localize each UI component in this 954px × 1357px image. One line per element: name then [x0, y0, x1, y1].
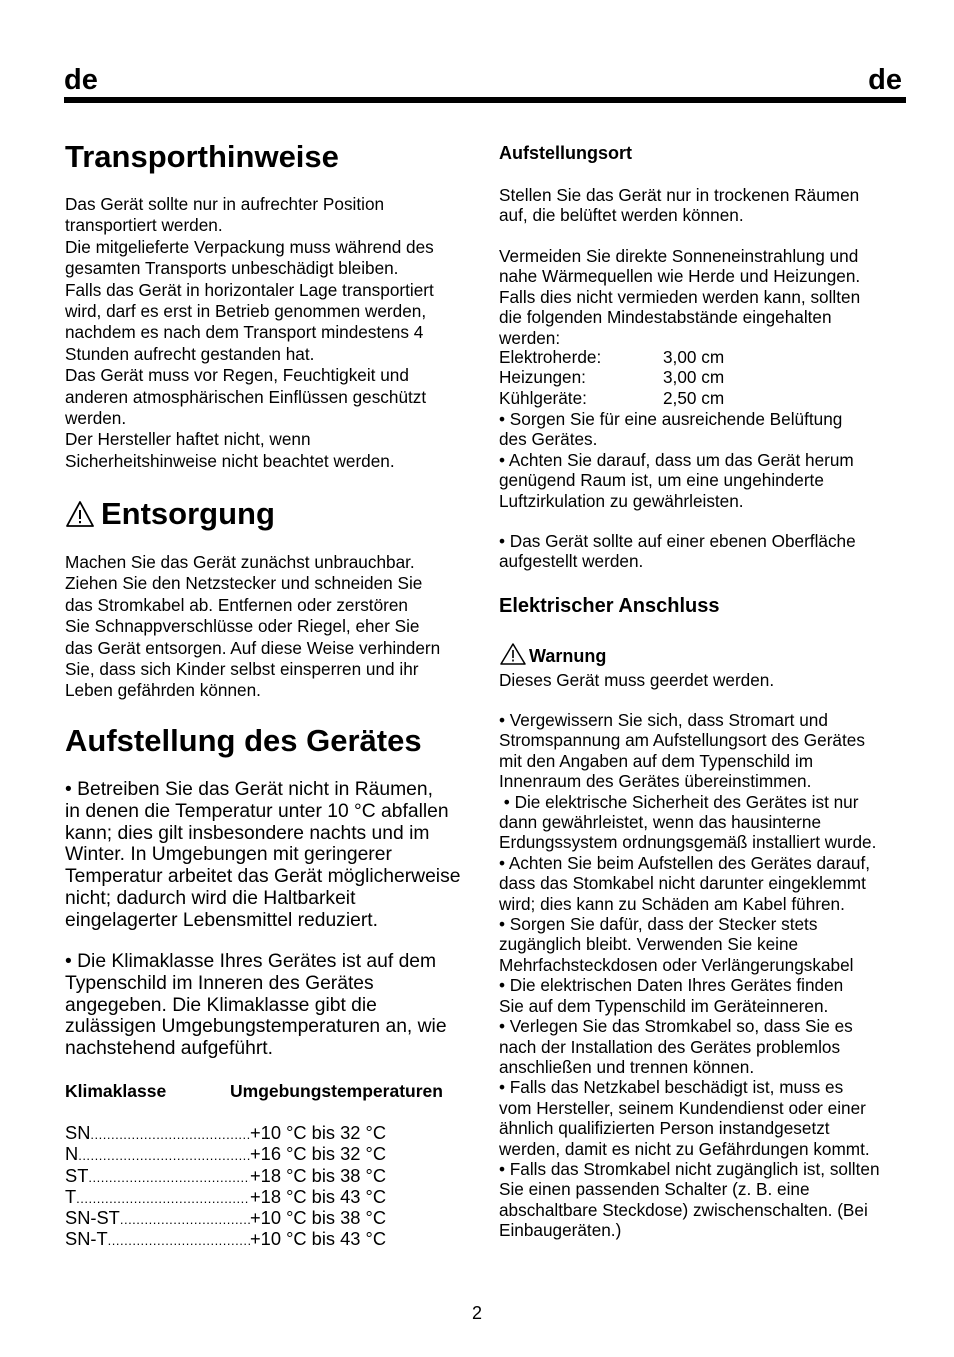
installation-para-2: [65, 951, 447, 1060]
warning-label: Warnung: [529, 646, 607, 666]
text-line: wird; dies kann zu Schäden am Kabel führen.: [499, 893, 845, 914]
distance-label: Kühlgeräte:: [499, 387, 587, 408]
text-line: werden.: [65, 408, 127, 429]
text-line: • Die Klimaklasse Ihres Gerätes ist auf dem: [65, 951, 437, 972]
dot-leader: [120, 1209, 250, 1230]
text-line: • Achten Sie darauf, dass um das Gerät herum: [499, 449, 854, 470]
disposal-title: Entsorgung: [101, 496, 275, 531]
text-line: anschließen und trennen können.: [499, 1056, 755, 1077]
transport-text: [65, 194, 434, 472]
climate-row: [65, 1207, 395, 1228]
text-line: nicht; dadurch wird die Haltbarkeit: [65, 887, 356, 909]
temperature-range: +10 °C bis 43 °C: [250, 1228, 387, 1250]
installation-title: Aufstellung des Gerätes: [65, 723, 422, 758]
text-line: auf, die belüftet werden können.: [499, 205, 744, 226]
text-line: wird, darf es erst in Betrieb genommen werden,: [65, 301, 427, 322]
dot-leader: [78, 1145, 250, 1166]
location-para-1: [499, 185, 859, 226]
minimum-distances: [499, 347, 724, 408]
temperature-range: +18 °C bis 43 °C: [250, 1185, 387, 1207]
text-line: Sie einen passenden Schalter (z. B. eine: [499, 1179, 810, 1200]
distance-row: [499, 347, 724, 367]
text-line: Sie auf dem Typenschild im Geräteinneren.: [499, 995, 829, 1016]
climate-class: SN: [65, 1122, 91, 1143]
text-line: die folgenden Mindestabstände eingehalten: [499, 307, 832, 328]
text-line: kann; dies gilt insbesondere nachts und im: [65, 822, 430, 844]
text-line: Sie Schnappverschlüsse oder Riegel, eher Sie: [65, 616, 420, 637]
text-line: • Achten Sie beim Aufstellen des Gerätes darauf,: [499, 852, 870, 873]
climate-row: [65, 1143, 395, 1164]
text-line: • Die elektrische Sicherheit des Gerätes ist nur: [499, 791, 859, 812]
text-line: Falls dies nicht vermieden werden kann, sollten: [499, 286, 861, 307]
disposal-text: [65, 552, 440, 702]
climate-row: [65, 1122, 395, 1143]
location-para-4: [499, 531, 856, 572]
text-line: zugänglich bleibt. Verwenden Sie keine: [499, 934, 799, 955]
text-line: Einbaugeräten.): [499, 1220, 622, 1241]
text-line: nach der Installation des Gerätes problemlos: [499, 1036, 841, 1057]
warning-text: Dieses Gerät muss geerdet werden.: [499, 670, 775, 690]
text-line: nahe Wärmequellen wie Herde und Heizungen.: [499, 266, 861, 287]
climate-row: [65, 1186, 395, 1207]
text-line: Stunden aufrecht gestanden hat.: [65, 343, 315, 364]
text-line: Temperatur arbeitet das Gerät möglicherweise: [65, 866, 461, 888]
text-line: ähnlich qualifizierten Person instandgesetzt: [499, 1118, 830, 1139]
dot-leader: [76, 1188, 250, 1209]
header-language-right: de: [868, 64, 902, 96]
warning-triangle-icon: [65, 500, 95, 528]
text-line: das Stromkabel ab. Entfernen oder zerstören: [65, 594, 408, 615]
text-line: transportiert werden.: [65, 215, 223, 236]
text-line: nachdem es nach dem Transport mindestens 4: [65, 322, 424, 343]
text-line: Luftzirkulation zu gewährleisten.: [499, 490, 744, 511]
text-line: werden:: [499, 327, 561, 348]
text-line: nachstehend aufgeführt.: [65, 1038, 273, 1060]
text-line: • Die elektrischen Daten Ihres Gerätes finden: [499, 975, 844, 996]
dot-leader: [90, 1124, 250, 1145]
text-line: dass das Stomkabel nicht darunter eingeklemmt: [499, 873, 866, 894]
text-line: • Falls das Stromkabel nicht zugänglich ist, sollten: [499, 1158, 880, 1179]
text-line: genügend Raum ist, um eine ungehinderte: [499, 470, 824, 491]
distance-label: Heizungen:: [499, 367, 586, 388]
text-line: Das Gerät sollte nur in aufrechter Position: [65, 194, 385, 214]
text-line: • Falls das Netzkabel beschädigt ist, muss es: [499, 1077, 844, 1098]
distance-value: 3,00 cm: [663, 347, 725, 367]
header-language-left: de: [64, 64, 98, 96]
text-line: • Sorgen Sie für eine ausreichende Belüftung: [499, 409, 843, 429]
distance-label: Elektroherde:: [499, 347, 602, 367]
text-line: Stromspannung am Aufstellungsort des Gerätes: [499, 730, 865, 751]
text-line: das Gerät entsorgen. Auf diese Weise verhindern: [65, 637, 441, 658]
text-line: Vermeiden Sie direkte Sonneneinstrahlung und: [499, 246, 859, 266]
text-line: • Vergewissern Sie sich, dass Stromart und: [499, 710, 828, 730]
text-line: Innenraum des Gerätes übereinstimmen.: [499, 771, 812, 792]
text-line: des Gerätes.: [499, 429, 598, 450]
text-line: • Verlegen Sie das Stromkabel so, dass Sie es: [499, 1016, 853, 1037]
text-line: werden, damit es nicht zu Gefährdungen kommt.: [499, 1138, 870, 1159]
text-line: Stellen Sie das Gerät nur in trockenen Räumen: [499, 185, 860, 205]
disposal-heading: [65, 495, 275, 533]
text-line: Sicherheitshinweise nicht beachtet werden.: [65, 450, 395, 471]
text-line: gesamten Transports unbeschädigt bleiben.: [65, 258, 399, 279]
location-title: Aufstellungsort: [499, 143, 632, 163]
text-line: • Das Gerät sollte auf einer ebenen Oberfläche: [499, 531, 856, 551]
text-line: aufgestellt werden.: [499, 551, 644, 572]
location-para-2: [499, 246, 860, 348]
text-line: Der Hersteller haftet nicht, wenn: [65, 429, 311, 450]
climate-class: N: [65, 1143, 79, 1165]
distance-row: [499, 388, 724, 408]
text-line: eingelagerter Lebensmittel reduziert.: [65, 909, 378, 931]
text-line: Winter. In Umgebungen mit geringerer: [65, 844, 392, 866]
temperature-range: +10 °C bis 38 °C: [250, 1207, 387, 1229]
text-line: vom Hersteller, seinem Kundendienst oder einer: [499, 1097, 866, 1118]
distance-row: [499, 367, 724, 387]
text-line: Mehrfachsteckdosen oder Verlängerungskabel: [499, 954, 854, 975]
text-line: Erdungssystem ordnungsgemäß installiert wurde.: [499, 832, 877, 853]
text-line: mit den Angaben auf dem Typenschild im: [499, 750, 814, 771]
ambient-temperature-header: Umgebungstemperaturen: [230, 1081, 443, 1101]
temperature-range: +10 °C bis 32 °C: [250, 1122, 387, 1143]
text-line: Typenschild im Inneren des Gerätes: [65, 972, 374, 994]
text-line: angegeben. Die Klimaklasse gibt die: [65, 994, 377, 1016]
text-line: • Betreiben Sie das Gerät nicht in Räumen,: [65, 779, 433, 800]
text-line: Falls das Gerät in horizontaler Lage transportiert: [65, 279, 434, 300]
warning-triangle-icon: [499, 642, 529, 666]
text-line: Das Gerät muss vor Regen, Feuchtigkeit und: [65, 365, 409, 386]
climate-class-table: [65, 1122, 395, 1250]
page-number: 2: [471, 1303, 482, 1323]
text-line: Leben gefährden können.: [65, 680, 261, 701]
header-rule: [64, 97, 906, 103]
text-line: zulässigen Umgebungstemperaturen an, wie: [65, 1016, 447, 1038]
distance-value: 3,00 cm: [663, 367, 725, 388]
temperature-range: +16 °C bis 32 °C: [250, 1143, 387, 1165]
distance-value: 2,50 cm: [663, 387, 725, 408]
electrical-bullets: [499, 710, 880, 1241]
text-line: in denen die Temperatur unter 10 °C abfallen: [65, 800, 449, 822]
climate-class: SN-T: [65, 1228, 108, 1250]
text-line: • Sorgen Sie dafür, dass der Stecker stets: [499, 914, 818, 935]
text-line: Sie, dass sich Kinder selbst einsperren und ihr: [65, 659, 419, 680]
dot-leader: [108, 1230, 250, 1251]
text-line: Ziehen Sie den Netzstecker und schneiden Sie: [65, 573, 423, 594]
text-line: abschaltbare Steckdose) zwischenschalten. (Bei: [499, 1199, 868, 1220]
climate-class: ST: [65, 1164, 89, 1186]
climate-class: SN-ST: [65, 1207, 120, 1229]
text-line: anderen atmosphärischen Einflüssen geschützt: [65, 386, 427, 407]
location-para-3: [499, 409, 854, 511]
climate-row: [65, 1165, 395, 1186]
transport-title: Transporthinweise: [65, 139, 339, 174]
temperature-range: +18 °C bis 38 °C: [250, 1164, 387, 1186]
electrical-title: Elektrischer Anschluss: [499, 595, 720, 617]
warning-heading: [499, 645, 606, 667]
dot-leader: [88, 1167, 250, 1188]
text-line: Machen Sie das Gerät zunächst unbrauchbar.: [65, 552, 415, 572]
text-line: dann gewährleistet, wenn das hausinterne: [499, 812, 822, 833]
climate-row: [65, 1228, 395, 1249]
climate-class-header: Klimaklasse: [65, 1081, 167, 1101]
text-line: Die mitgelieferte Verpackung muss während des: [65, 236, 434, 257]
installation-para-1: [65, 779, 460, 932]
climate-class: T: [65, 1185, 77, 1207]
